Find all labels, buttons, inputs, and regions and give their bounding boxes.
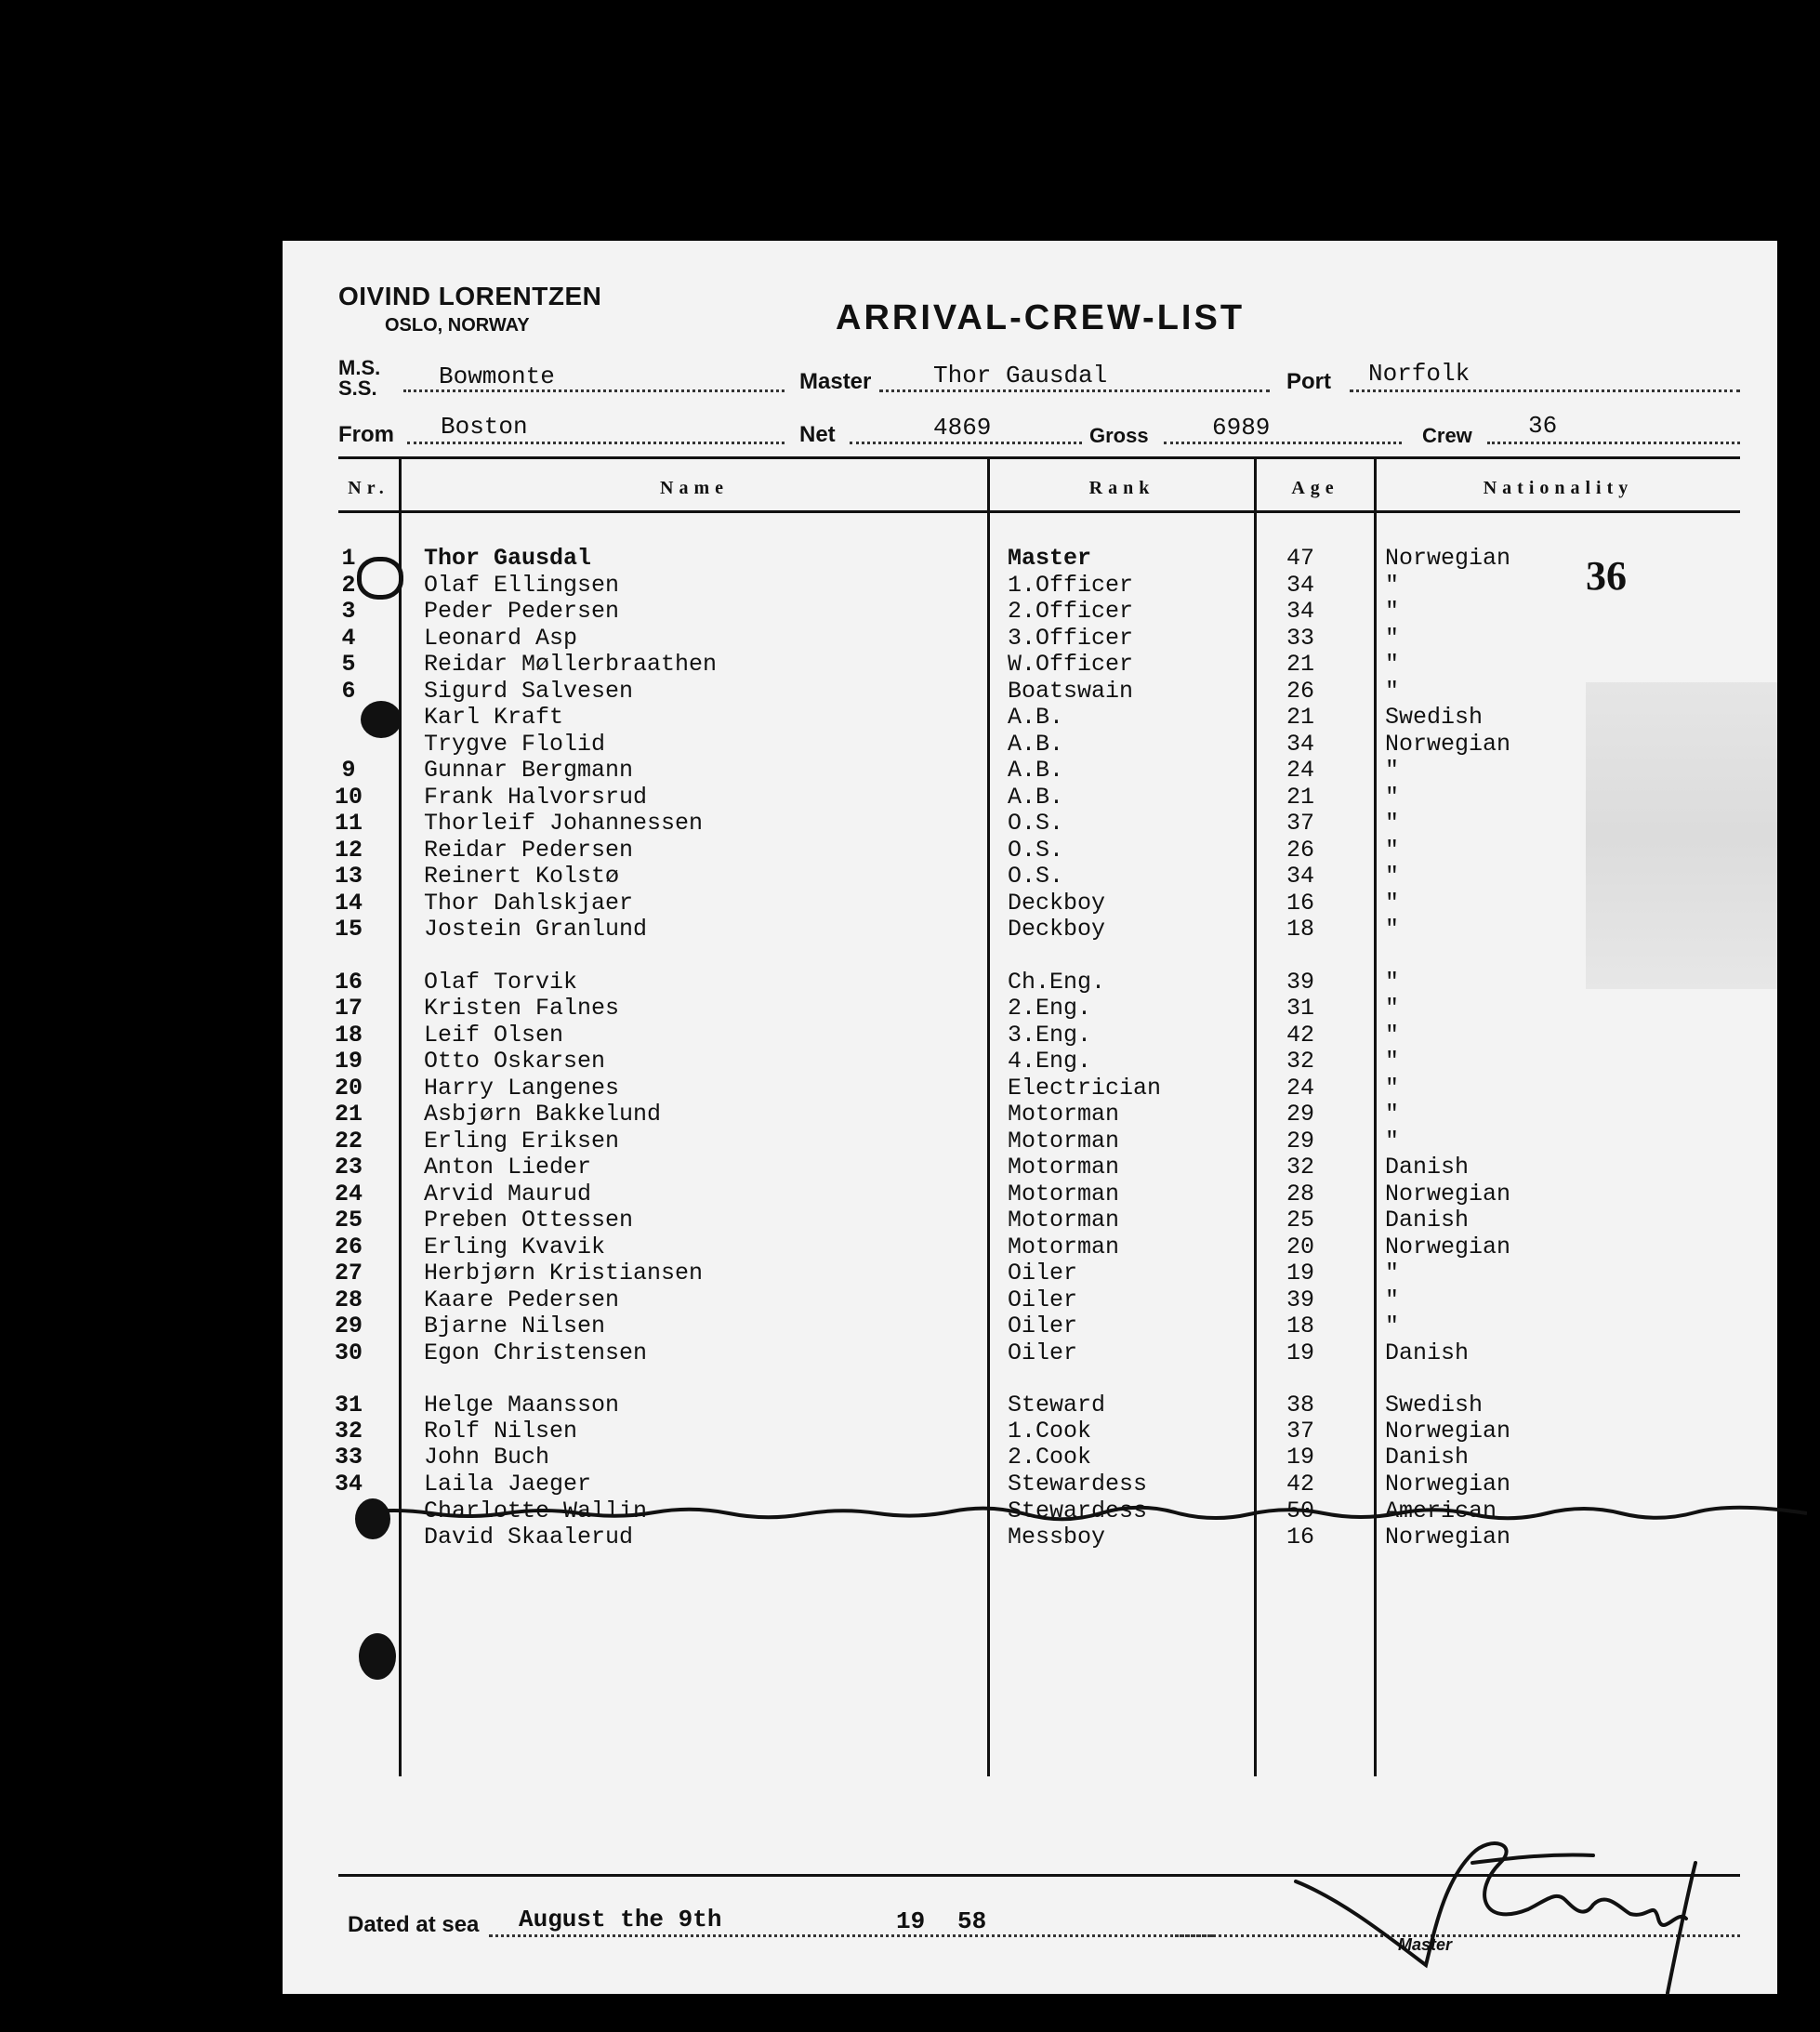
margin-total-annotation: 36	[1586, 553, 1627, 599]
crew-nationality: Swedish	[1385, 1392, 1484, 1418]
table-row	[283, 1418, 1777, 1444]
crew-name: Kaare Pedersen	[424, 1286, 620, 1313]
crew-age: 37	[1286, 810, 1314, 837]
crew-age: 38	[1286, 1392, 1314, 1418]
master-name: Thor Gausdal	[933, 362, 1108, 389]
crew-age: 47	[1286, 545, 1314, 572]
table-row	[283, 1392, 1777, 1418]
ink-blot	[355, 1498, 390, 1539]
crew-name: Herbjørn Kristiansen	[424, 1260, 704, 1286]
table-row	[283, 810, 1777, 836]
crew-name: Charlotte Wallin	[424, 1498, 648, 1524]
crew-rank: Stewardess	[1008, 1498, 1148, 1524]
table-row	[283, 651, 1777, 677]
port-label: Port	[1286, 369, 1331, 394]
table-row	[283, 731, 1777, 757]
crew-rank: A.B.	[1008, 784, 1064, 811]
table-row	[283, 1075, 1777, 1101]
company-name: OIVIND LORENTZEN	[338, 282, 602, 310]
crew-name: John Buch	[424, 1444, 550, 1471]
dated-at-sea-label: Dated at sea	[348, 1912, 480, 1937]
crew-number: 11	[334, 810, 363, 837]
crew-rank: A.B.	[1008, 731, 1064, 758]
crew-nationality: Norwegian	[1385, 1181, 1511, 1207]
crew-nationality: "	[1385, 1286, 1400, 1313]
crew-number: 25	[334, 1207, 363, 1234]
crew-name: Rolf Nilsen	[424, 1418, 578, 1445]
crew-rank: Oiler	[1008, 1339, 1078, 1366]
crew-age: 24	[1286, 1075, 1314, 1102]
crew-age: 21	[1286, 704, 1314, 731]
table-row	[283, 1022, 1777, 1048]
ms-label: M.S.	[338, 356, 381, 379]
crew-name: Reinert Kolstø	[424, 863, 620, 890]
crew-nationality: Danish	[1385, 1154, 1470, 1181]
crew-name: Otto Oskarsen	[424, 1048, 606, 1075]
table-row	[283, 1286, 1777, 1313]
crew-age: 16	[1286, 1524, 1314, 1550]
crew-rank: Stewardess	[1008, 1471, 1148, 1498]
crew-number: 16	[334, 969, 363, 996]
crew-rank: 2.Officer	[1008, 598, 1134, 625]
crew-number: 12	[334, 837, 363, 864]
crew-name: Asbjørn Bakkelund	[424, 1101, 662, 1128]
crew-age: 18	[1286, 1313, 1314, 1339]
table-row	[283, 1313, 1777, 1339]
year-suffix: 58	[957, 1907, 987, 1935]
crew-rank: 1.Cook	[1008, 1418, 1092, 1445]
table-row	[283, 1524, 1777, 1550]
table-header-rule	[338, 510, 1740, 513]
crew-number: 2	[341, 572, 356, 599]
crew-nationality: "	[1385, 1260, 1400, 1286]
crew-age: 16	[1286, 890, 1314, 917]
crew-nationality: "	[1385, 1048, 1400, 1075]
crew-name: Thor Gausdal	[424, 545, 592, 572]
crew-name: Harry Langenes	[424, 1075, 620, 1102]
crew-name: David Skaalerud	[424, 1524, 634, 1550]
crew-name: Thor Dahlskjaer	[424, 890, 634, 917]
crew-number: 21	[334, 1101, 363, 1128]
crew-name: Preben Ottessen	[424, 1207, 634, 1234]
crew-name: Leonard Asp	[424, 625, 578, 652]
crew-nationality: American	[1385, 1498, 1497, 1524]
crew-nationality: Norwegian	[1385, 1524, 1511, 1550]
crew-rank: Master	[1008, 545, 1092, 572]
crew-nationality: Norwegian	[1385, 1471, 1511, 1498]
crew-list-sheet	[283, 241, 1777, 1994]
crew-age: 28	[1286, 1181, 1314, 1207]
crew-name: Helge Maansson	[424, 1392, 620, 1418]
header-nr: Nr.	[348, 478, 389, 498]
gross-label: Gross	[1089, 424, 1149, 447]
crew-nationality: "	[1385, 1128, 1400, 1155]
crew-age: 19	[1286, 1444, 1314, 1471]
table-row	[283, 1234, 1777, 1260]
crew-number: 13	[334, 863, 363, 890]
crew-rank: 3.Officer	[1008, 625, 1134, 652]
header-name: Name	[660, 478, 729, 498]
crew-age: 42	[1286, 1022, 1314, 1049]
from-label: From	[338, 422, 394, 447]
header-nationality: Nationality	[1483, 478, 1634, 498]
crew-number: 3	[341, 598, 356, 625]
crew-name: Jostein Granlund	[424, 916, 648, 943]
crew-name: Arvid Maurud	[424, 1181, 592, 1207]
crew-rank: Messboy	[1008, 1524, 1106, 1550]
crew-number: 28	[334, 1286, 363, 1313]
crew-name: Anton Lieder	[424, 1154, 592, 1181]
table-row	[283, 598, 1777, 624]
table-row	[283, 1339, 1777, 1366]
crew-label: Crew	[1422, 424, 1472, 447]
table-row	[283, 995, 1777, 1021]
master-signature	[1286, 1826, 1770, 2002]
crew-nationality: "	[1385, 810, 1400, 837]
crew-name: Sigurd Salvesen	[424, 678, 634, 705]
crew-rank: Motorman	[1008, 1234, 1120, 1260]
net-dotted-line	[850, 442, 1082, 444]
crew-nationality: "	[1385, 1313, 1400, 1339]
crew-number: 1	[341, 545, 356, 572]
crew-name: Thorleif Johannessen	[424, 810, 704, 837]
crew-name: Trygve Flolid	[424, 731, 606, 758]
crew-rank: Oiler	[1008, 1286, 1078, 1313]
crew-rank: Oiler	[1008, 1313, 1078, 1339]
crew-age: 37	[1286, 1418, 1314, 1445]
crew-rank: Deckboy	[1008, 916, 1106, 943]
crew-age: 18	[1286, 916, 1314, 943]
table-row	[283, 1048, 1777, 1074]
master-dotted-line	[879, 389, 1270, 392]
crew-number: 5	[341, 651, 356, 678]
crew-nationality: "	[1385, 1022, 1400, 1049]
header-age: Age	[1291, 478, 1339, 498]
crew-nationality: Danish	[1385, 1207, 1470, 1234]
crew-rank: Ch.Eng.	[1008, 969, 1106, 996]
crew-nationality: "	[1385, 598, 1400, 625]
crew-age: 25	[1286, 1207, 1314, 1234]
crew-name: Olaf Torvik	[424, 969, 578, 996]
crew-rank: O.S.	[1008, 810, 1064, 837]
crew-nationality: "	[1385, 1075, 1400, 1102]
crew-number: 14	[334, 890, 363, 917]
crew-nationality: "	[1385, 837, 1400, 864]
crew-rank: Steward	[1008, 1392, 1106, 1418]
crew-name: Gunnar Bergmann	[424, 757, 634, 784]
net-label: Net	[799, 422, 836, 447]
net-tonnage: 4869	[933, 414, 992, 442]
crew-number: 33	[334, 1444, 363, 1471]
ship-name: Bowmonte	[439, 363, 555, 390]
table-row	[283, 625, 1777, 651]
crew-name: Laila Jaeger	[424, 1471, 592, 1498]
crew-nationality: "	[1385, 995, 1400, 1022]
crew-nationality: "	[1385, 625, 1400, 652]
table-row	[283, 1207, 1777, 1233]
port-dotted-line	[1350, 389, 1740, 392]
header-rank: Rank	[1088, 478, 1155, 498]
crew-rank: Motorman	[1008, 1101, 1120, 1128]
crew-nationality: Danish	[1385, 1444, 1470, 1471]
crew-rank: Motorman	[1008, 1128, 1120, 1155]
crew-rank: A.B.	[1008, 757, 1064, 784]
crew-number: 24	[334, 1181, 363, 1207]
table-row	[283, 1154, 1777, 1180]
crew-age: 26	[1286, 837, 1314, 864]
strike-through-line	[357, 1500, 1807, 1526]
crew-age: 42	[1286, 1471, 1314, 1498]
crew-age: 29	[1286, 1128, 1314, 1155]
crew-nationality: "	[1385, 1101, 1400, 1128]
crew-age: 39	[1286, 969, 1314, 996]
table-top-rule	[338, 456, 1740, 459]
crew-nationality: "	[1385, 757, 1400, 784]
crew-age: 32	[1286, 1154, 1314, 1181]
crew-nationality: "	[1385, 678, 1400, 705]
table-row	[283, 1181, 1777, 1207]
crew-number: 22	[334, 1128, 363, 1155]
crew-name: Reidar Møllerbraathen	[424, 651, 718, 678]
crew-age: 29	[1286, 1101, 1314, 1128]
crew-age: 31	[1286, 995, 1314, 1022]
crew-nationality: Norwegian	[1385, 731, 1511, 758]
crew-age: 39	[1286, 1286, 1314, 1313]
table-row	[283, 757, 1777, 783]
table-row	[283, 890, 1777, 916]
crew-number: 32	[334, 1418, 363, 1445]
table-row	[283, 863, 1777, 889]
table-row	[283, 1260, 1777, 1286]
table-row	[283, 572, 1777, 598]
port-name: Norfolk	[1368, 360, 1471, 388]
gross-dotted-line	[1164, 442, 1402, 444]
crew-rank: Motorman	[1008, 1181, 1120, 1207]
crew-age: 19	[1286, 1339, 1314, 1366]
ink-blot	[359, 1633, 396, 1680]
crew-rank: A.B.	[1008, 704, 1064, 731]
crew-name: Peder Pedersen	[424, 598, 620, 625]
crew-nationality: "	[1385, 890, 1400, 917]
crew-rank: Motorman	[1008, 1207, 1120, 1234]
table-row	[283, 545, 1777, 571]
crew-rank: O.S.	[1008, 837, 1064, 864]
crew-age: 33	[1286, 625, 1314, 652]
ink-blot	[357, 557, 403, 600]
table-row	[283, 969, 1777, 995]
crew-rank: 3.Eng.	[1008, 1022, 1092, 1049]
crew-name: Bjarne Nilsen	[424, 1313, 606, 1339]
crew-rank: Electrician	[1008, 1075, 1162, 1102]
company-letterhead	[338, 282, 601, 336]
table-row	[283, 678, 1777, 704]
crew-number: 9	[341, 757, 356, 784]
year-prefix: 19	[896, 1907, 926, 1935]
crew-rank: Boatswain	[1008, 678, 1134, 705]
from-port: Boston	[441, 413, 528, 441]
date-text: August the 9th	[519, 1906, 722, 1933]
gross-tonnage: 6989	[1212, 414, 1271, 442]
ms-ss-label	[338, 358, 380, 399]
crew-nationality: Danish	[1385, 1339, 1470, 1366]
crew-rank: Motorman	[1008, 1154, 1120, 1181]
table-row	[283, 837, 1777, 863]
master-label: Master	[799, 369, 872, 394]
from-dotted-line	[407, 442, 785, 444]
crew-age: 26	[1286, 678, 1314, 705]
crew-number: 29	[334, 1313, 363, 1339]
crew-name: Karl Kraft	[424, 704, 564, 731]
crew-rank: 2.Eng.	[1008, 995, 1092, 1022]
crew-rank: 2.Cook	[1008, 1444, 1092, 1471]
crew-rank: W.Officer	[1008, 651, 1134, 678]
crew-age: 19	[1286, 1260, 1314, 1286]
crew-number: 26	[334, 1234, 363, 1260]
table-row	[283, 1101, 1777, 1127]
crew-number: 20	[334, 1075, 363, 1102]
crew-nationality: "	[1385, 916, 1400, 943]
crew-age: 50	[1286, 1498, 1314, 1524]
crew-rank: 1.Officer	[1008, 572, 1134, 599]
ink-blot	[361, 701, 402, 738]
crew-name: Erling Eriksen	[424, 1128, 620, 1155]
crew-nationality: Norwegian	[1385, 1234, 1511, 1260]
table-row	[283, 1471, 1777, 1497]
crew-count: 36	[1528, 412, 1558, 440]
crew-age: 21	[1286, 784, 1314, 811]
crew-name: Kristen Falnes	[424, 995, 620, 1022]
crew-age: 34	[1286, 863, 1314, 890]
crew-number: 27	[334, 1260, 363, 1286]
crew-age: 24	[1286, 757, 1314, 784]
crew-number: 15	[334, 916, 363, 943]
table-row	[283, 1128, 1777, 1154]
crew-number: 6	[341, 678, 356, 705]
table-row	[283, 1444, 1777, 1470]
crew-number: 4	[341, 625, 356, 652]
crew-number: 30	[334, 1339, 363, 1366]
crew-nationality: "	[1385, 572, 1400, 599]
table-row	[283, 916, 1777, 942]
company-location: OSLO, NORWAY	[385, 315, 530, 336]
crew-dotted-line	[1487, 442, 1740, 444]
crew-number: 34	[334, 1471, 363, 1498]
date-dotted-line	[489, 1934, 1214, 1937]
crew-nationality: Norwegian	[1385, 545, 1511, 572]
crew-rank: Deckboy	[1008, 890, 1106, 917]
crew-number: 31	[334, 1392, 363, 1418]
crew-nationality: Swedish	[1385, 704, 1484, 731]
crew-name: Frank Halvorsrud	[424, 784, 648, 811]
crew-rank: Oiler	[1008, 1260, 1078, 1286]
crew-name: Leif Olsen	[424, 1022, 564, 1049]
crew-name: Egon Christensen	[424, 1339, 648, 1366]
crew-name: Erling Kvavik	[424, 1234, 606, 1260]
crew-number: 10	[334, 784, 363, 811]
crew-age: 32	[1286, 1048, 1314, 1075]
crew-age: 20	[1286, 1234, 1314, 1260]
crew-age: 21	[1286, 651, 1314, 678]
crew-name: Olaf Ellingsen	[424, 572, 620, 599]
table-row	[283, 784, 1777, 810]
crew-rank: 4.Eng.	[1008, 1048, 1092, 1075]
crew-number: 19	[334, 1048, 363, 1075]
crew-nationality: "	[1385, 784, 1400, 811]
crew-name: Reidar Pedersen	[424, 837, 634, 864]
document-title: ARRIVAL-CREW-LIST	[836, 298, 1246, 337]
crew-nationality: "	[1385, 969, 1400, 996]
crew-age: 34	[1286, 598, 1314, 625]
crew-nationality: "	[1385, 651, 1400, 678]
crew-number: 18	[334, 1022, 363, 1049]
crew-rank: O.S.	[1008, 863, 1064, 890]
ss-label: S.S.	[338, 376, 377, 400]
master-signature-label: Master	[1398, 1935, 1453, 1954]
crew-number: 17	[334, 995, 363, 1022]
crew-nationality: "	[1385, 863, 1400, 890]
table-row	[283, 704, 1777, 730]
crew-age: 34	[1286, 731, 1314, 758]
crew-age: 34	[1286, 572, 1314, 599]
crew-nationality: Norwegian	[1385, 1418, 1511, 1445]
crew-number: 23	[334, 1154, 363, 1181]
